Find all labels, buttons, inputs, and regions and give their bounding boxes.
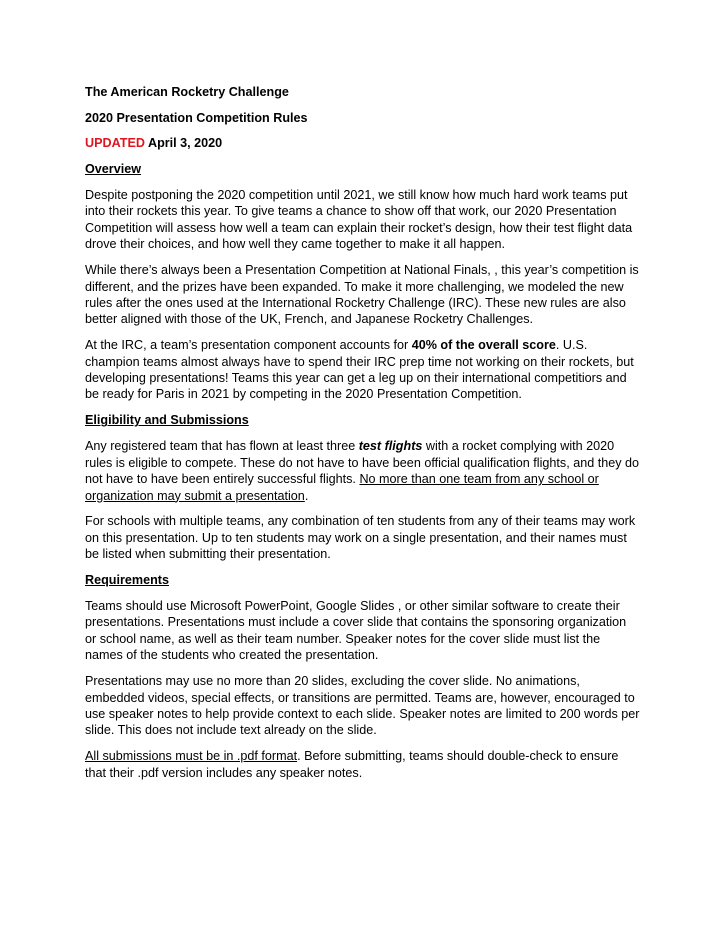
eligibility-heading: Eligibility and Submissions <box>85 413 249 428</box>
overview-heading: Overview <box>85 162 142 177</box>
eligibility-paragraph-1 <box>85 438 640 504</box>
updated-date: April 3, 2020 <box>144 136 223 151</box>
eligibility-p1-text-middle: with a rocket complying with 2020 rules is eligible to compete. These do not have to have been official qualification flights, and they do not have to have been entirely successful flights. <box>85 439 640 487</box>
eligibility-paragraph-2: For schools with multiple teams, any combination of ten students from any of their teams may work on this presentation. Up to ten students may work on a single presentation, and their names must be listed when submitting their presentation. <box>85 514 636 562</box>
document-page <box>85 84 640 791</box>
requirements-paragraph-1: Teams should use Microsoft PowerPoint, Google Slides , or other similar software to create their presentations. Presentations must include a cover slide that contains the sponsoring organization or school name, as well as their team number. Speaker notes for the cover slide must list the names of the students who created the presentation. <box>85 599 627 663</box>
overview-p3-text-end: . U.S. champion teams almost always have to spend their IRC prep time not working on their rockets, but developing presentations! Teams this year can get a leg up on their international competitiors and be ready for Paris in 2021 by competing in the 2020 Presentation Competition. <box>85 338 634 402</box>
one-team-rule: No more than one team from any school or organization may submit a presentation <box>85 472 599 503</box>
updated-label: UPDATED <box>85 136 145 151</box>
overview-paragraph-1: Despite postponing the 2020 competition until 2021, we still know how much hard work teams put into their rockets this year. To give teams a chance to show off that work, our 2020 Presentation Competition will assess how well a team can explain their rocket’s design, how their test flight data drove their choices, and how well they came together to make it all happen. <box>85 188 633 252</box>
requirements-paragraph-2: Presentations may use no more than 20 slides, excluding the cover slide. No animations, embedded videos, special effects, or transitions are permitted. Teams are, however, encouraged to use speaker notes to help provide context to each slide. Speaker notes are limited to 200 words per slide. This does not include text already on the slide. <box>85 674 640 738</box>
requirements-p3-text: . Before submitting, teams should double-check to ensure that their .pdf version includes any speaker notes. <box>85 749 619 780</box>
requirements-paragraph-3 <box>85 748 640 781</box>
overview-paragraph-3 <box>85 337 640 403</box>
score-emphasis: 40% of the overall score <box>411 338 556 353</box>
eligibility-p1-text-end: . <box>304 488 309 503</box>
document-subtitle: 2020 Presentation Competition Rules <box>85 110 308 125</box>
document-title: The American Rocketry Challenge <box>85 85 289 99</box>
pdf-format-rule: All submissions must be in .pdf format <box>85 749 298 764</box>
updated-line <box>85 135 640 151</box>
eligibility-p1-text: Any registered team that has flown at least three <box>85 439 359 454</box>
requirements-heading: Requirements <box>85 573 169 588</box>
overview-p3-text: At the IRC, a team’s presentation component accounts for <box>85 338 412 353</box>
test-flights-emphasis: test flights <box>358 439 423 454</box>
overview-paragraph-2: While there’s always been a Presentation Competition at National Finals, , this year’s competition is different, and the prizes have been expanded. To make it more challenging, we modeled the new rules after the ones used at the International Rocketry Challenge (IRC). These new rules are also better aligned with those of the UK, French, and Japanese Rocketry Challenges. <box>85 263 639 327</box>
